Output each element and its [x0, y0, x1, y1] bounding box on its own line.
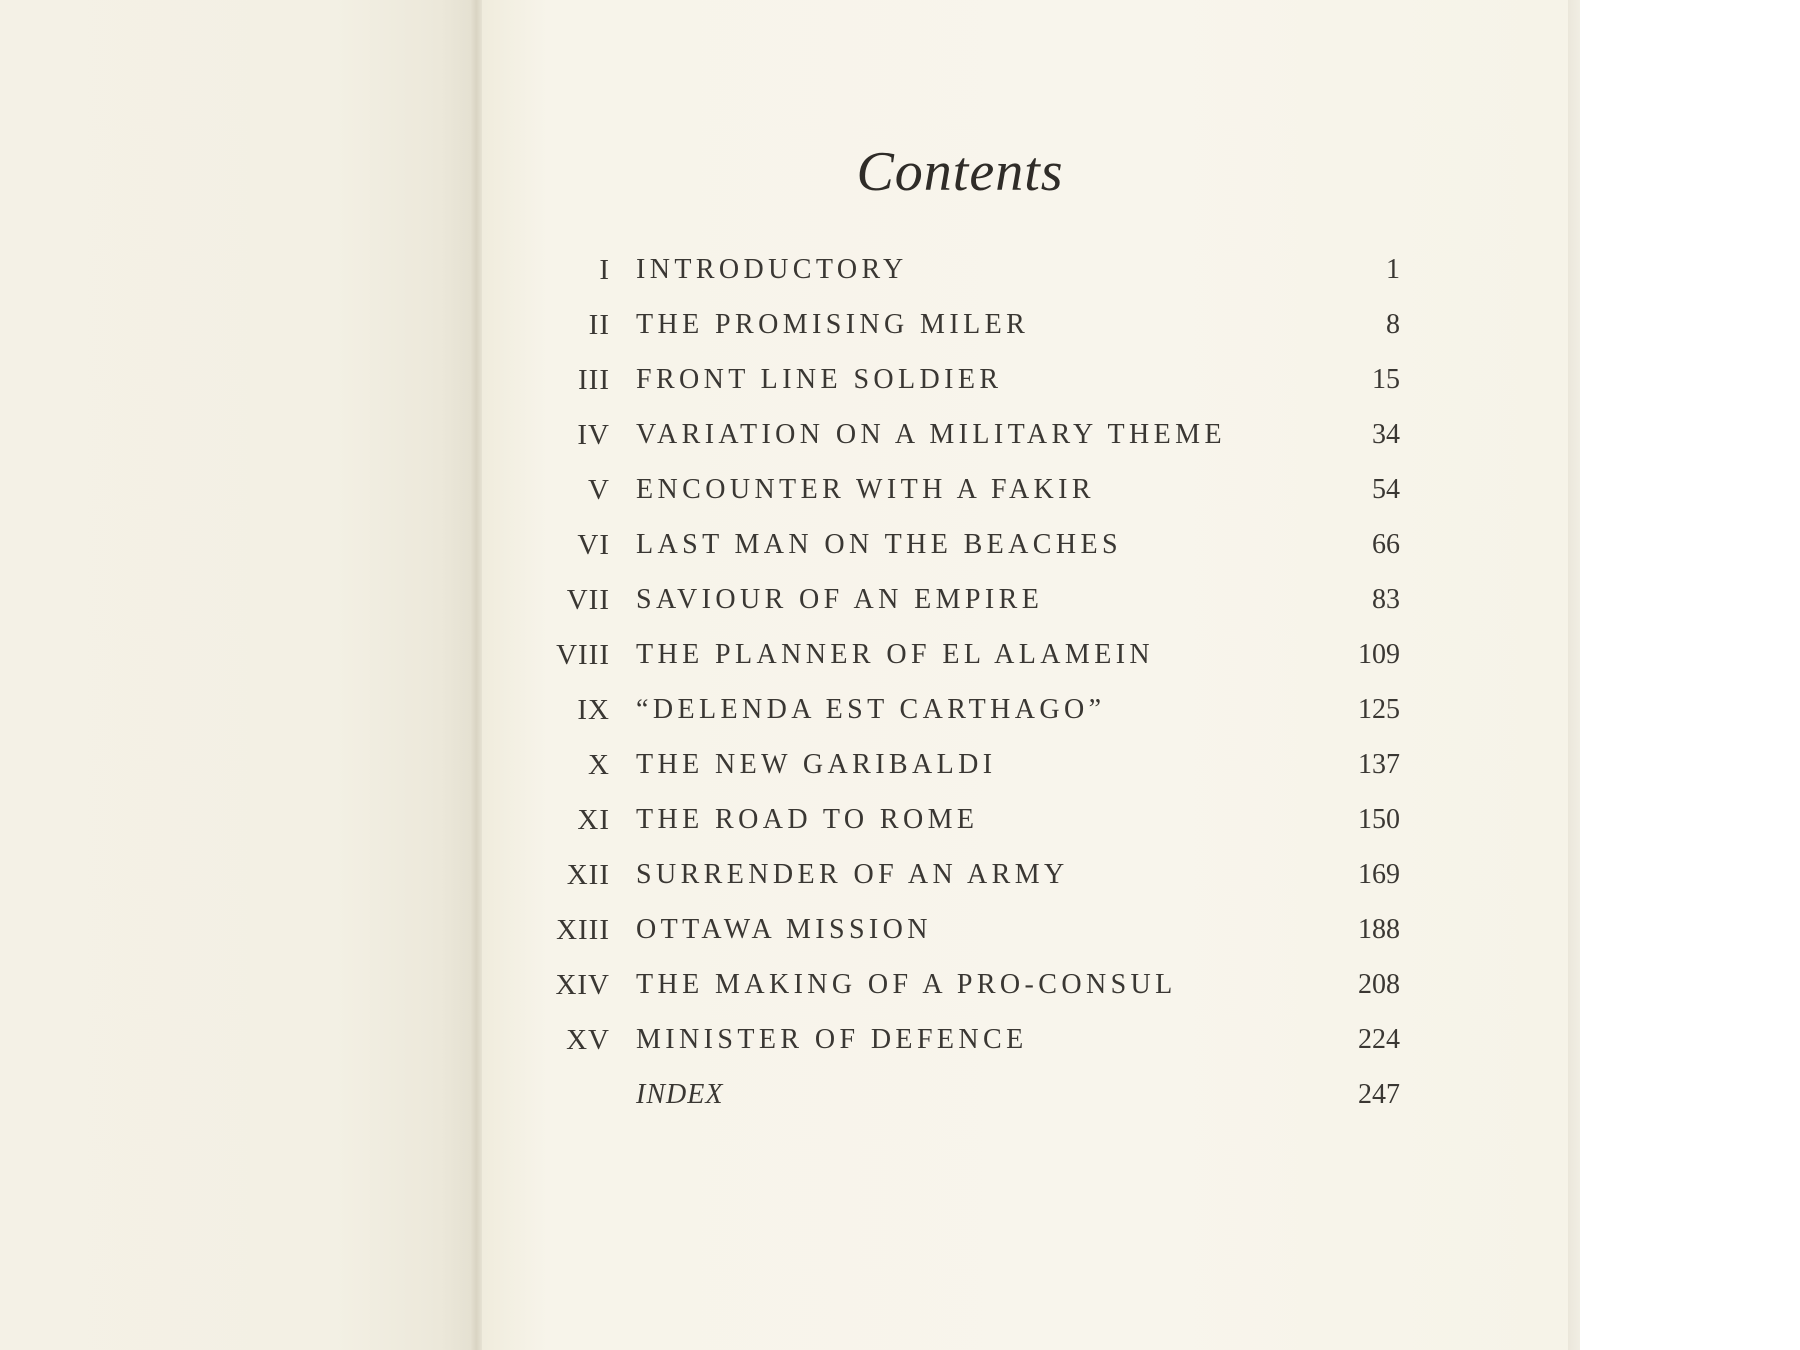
- toc-entry: [520, 254, 1400, 294]
- toc-entry: [520, 969, 1400, 1009]
- page-number: 8: [1386, 309, 1400, 340]
- chapter-numeral: IV: [577, 419, 610, 451]
- chapter-title: FRONT LINE SOLDIER: [636, 364, 1003, 395]
- chapter-title: SURRENDER OF AN ARMY: [636, 859, 1069, 890]
- chapter-title: LAST MAN ON THE BEACHES: [636, 529, 1122, 560]
- page-number: 125: [1358, 694, 1400, 725]
- chapter-numeral: VII: [566, 584, 610, 616]
- page-number: 247: [1358, 1079, 1400, 1110]
- toc-entry: [520, 419, 1400, 459]
- chapter-numeral: XIV: [555, 969, 610, 1001]
- chapter-numeral: XII: [566, 859, 610, 891]
- toc-entry: [520, 859, 1400, 899]
- toc-entry: [520, 1024, 1400, 1064]
- page-number: 137: [1358, 749, 1400, 780]
- chapter-title: ENCOUNTER WITH A FAKIR: [636, 474, 1095, 505]
- page-number: 169: [1358, 859, 1400, 890]
- toc-entry: [520, 474, 1400, 514]
- page-number: 109: [1358, 639, 1400, 670]
- chapter-title: OTTAWA MISSION: [636, 914, 932, 945]
- chapter-title: VARIATION ON A MILITARY THEME: [636, 419, 1226, 450]
- page-number: 1: [1386, 254, 1400, 285]
- index-title: INDEX: [636, 1079, 724, 1110]
- toc-entry: [520, 804, 1400, 844]
- chapter-numeral: VIII: [556, 639, 610, 671]
- page-title: Contents: [856, 141, 1064, 203]
- chapter-title: INTRODUCTORY: [636, 254, 908, 285]
- toc-entry: [520, 309, 1400, 349]
- chapter-numeral: IX: [577, 694, 610, 726]
- chapter-numeral: III: [578, 364, 610, 396]
- toc-entry: [520, 364, 1400, 404]
- page-number: 224: [1358, 1024, 1400, 1055]
- toc-entry: [520, 529, 1400, 569]
- chapter-title: “DELENDA EST CARTHAGO”: [636, 694, 1106, 725]
- page-number: 54: [1372, 474, 1400, 505]
- chapter-title: MINISTER OF DEFENCE: [636, 1024, 1028, 1055]
- toc-entry: [520, 639, 1400, 679]
- chapter-title: THE NEW GARIBALDI: [636, 749, 997, 780]
- page-number: 15: [1372, 364, 1400, 395]
- page-number: 208: [1358, 969, 1400, 1000]
- chapter-numeral: V: [588, 474, 610, 506]
- page-number: 66: [1372, 529, 1400, 560]
- page-number: 83: [1372, 584, 1400, 615]
- chapter-title: THE PROMISING MILER: [636, 309, 1030, 340]
- chapter-numeral: XIII: [556, 914, 610, 946]
- chapter-title: THE MAKING OF A PRO-CONSUL: [636, 969, 1177, 1000]
- chapter-numeral: XV: [566, 1024, 610, 1056]
- chapter-title: THE ROAD TO ROME: [636, 804, 979, 835]
- toc-entry: [520, 914, 1400, 954]
- page-number: 188: [1358, 914, 1400, 945]
- chapter-title: SAVIOUR OF AN EMPIRE: [636, 584, 1044, 615]
- chapter-numeral: I: [599, 254, 610, 286]
- chapter-numeral: X: [588, 749, 610, 781]
- page-number: 150: [1358, 804, 1400, 835]
- toc-entry-index: [520, 1079, 1400, 1119]
- chapter-numeral: II: [588, 309, 610, 341]
- chapter-title: THE PLANNER OF EL ALAMEIN: [636, 639, 1155, 670]
- toc-entry: [520, 694, 1400, 734]
- page-number: 34: [1372, 419, 1400, 450]
- toc-entry: [520, 584, 1400, 624]
- chapter-numeral: XI: [577, 804, 610, 836]
- chapter-numeral: VI: [577, 529, 610, 561]
- toc-entry: [520, 749, 1400, 789]
